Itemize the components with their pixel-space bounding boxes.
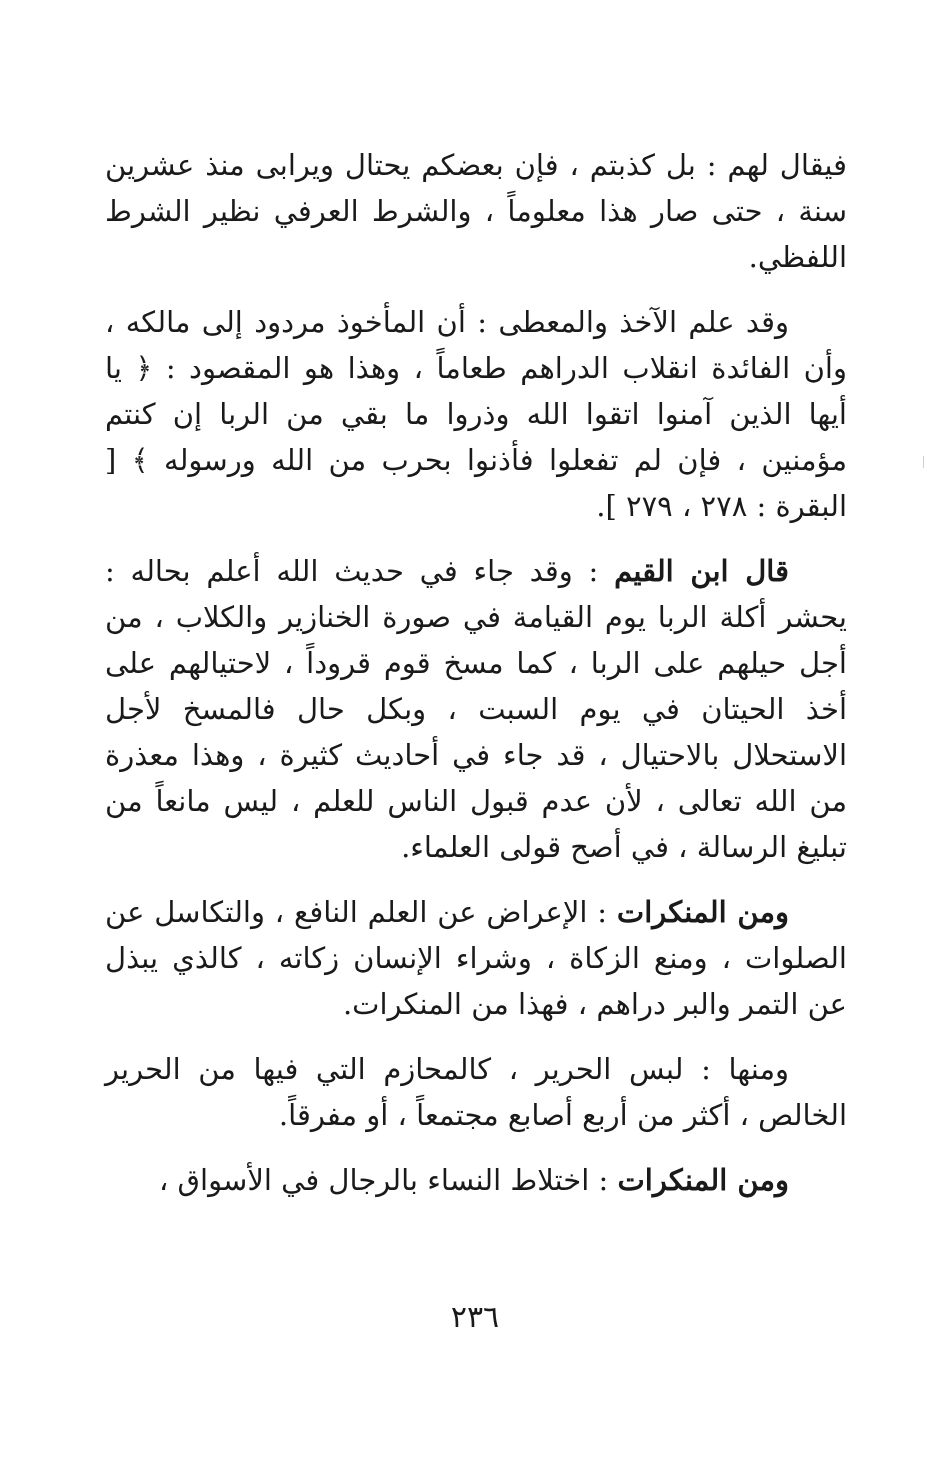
paragraph-lead: ومن المنكرات bbox=[616, 895, 789, 929]
paragraph-2 bbox=[105, 299, 847, 529]
paragraph-text: : اختلاط النساء بالرجال في الأسواق ، bbox=[158, 1163, 618, 1197]
paragraph-text: ومنها : لبس الحرير ، كالمحازم التي فيها من الحرير الخالص ، أكثر من أربع أصابع مجتمعاً ، أو مفرقاً. bbox=[105, 1052, 847, 1132]
paragraph-1 bbox=[105, 142, 847, 280]
paragraph-lead: قال ابن القيم bbox=[614, 554, 789, 588]
paragraph-text: : الإعراض عن العلم النافع ، والتكاسل عن الصلوات ، ومنع الزكاة ، وشراء الإنسان زكاته ، كالذي يبذل عن التمر والبر دراهم ، فهذا من المنكرات. bbox=[105, 895, 847, 1021]
paragraph-6 bbox=[105, 1157, 847, 1203]
paragraph-lead: ومن المنكرات bbox=[617, 1163, 789, 1197]
paragraph-4 bbox=[105, 889, 847, 1027]
paragraph-5 bbox=[105, 1046, 847, 1138]
paragraph-text: وقد علم الآخذ والمعطى : أن المأخوذ مردود إلى مالكه ، وأن الفائدة انقلاب الدراهم طعاماً ، وهذا هو المقصود : ﴿ يا أيها الذين آمنوا اتقوا الله وذروا ما بقي من الربا إن كنتم مؤمنين ، فإن لم تفعلوا فأذنوا بحرب من الله ورسوله ﴾ [ البقرة : ٢٧٨ ، ٢٧٩ ]. bbox=[105, 305, 847, 523]
page-number: ٢٣٦ bbox=[450, 1300, 500, 1335]
paragraph-text: : وقد جاء في حديث الله أعلم بحاله : يحشر أكلة الربا يوم القيامة في صورة الخنازير والكلاب ، من أجل حيلهم على الربا ، كما مسخ قوم قروداً ، لاحتيالهم على أخذ الحيتان في يوم السبت ، وبكل حال فالمسخ لأجل الاستحلال بالاحتيال ، قد جاء في أحاديث كثيرة ، وهذا معذرة من الله تعالى ، لأن عدم قبول الناس للعلم ، ليس مانعاً من تبليغ الرسالة ، في أصح قولى العلماء. bbox=[105, 554, 847, 864]
page-body bbox=[105, 142, 847, 1222]
paragraph-text: فيقال لهم : بل كذبتم ، فإن بعضكم يحتال ويرابى منذ عشرين سنة ، حتى صار هذا معلوماً ، والشرط العرفي نظير الشرط اللفظي. bbox=[105, 148, 847, 274]
paragraph-3 bbox=[105, 548, 847, 870]
margin-mark bbox=[923, 456, 924, 468]
